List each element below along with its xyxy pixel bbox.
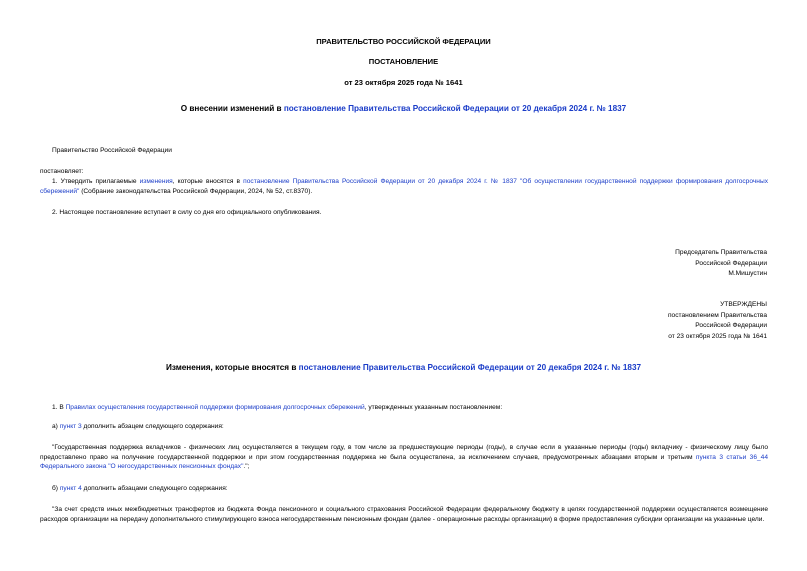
item-1-decree-link[interactable]: постановление Правительства Российской Федерации от 20 декабря 2024 г. № 1837 "Об осуществлении государственной поддержки формирования долгосрочных сбережений"	[40, 178, 768, 195]
item-1-middle: , которые вносятся в	[172, 178, 244, 185]
subitem-b	[52, 484, 768, 494]
date-number-heading: от 23 октября 2025 года № 1641	[344, 78, 463, 87]
b-suffix: дополнить абзацами следующего содержания:	[81, 485, 228, 492]
point-3-link[interactable]: пункт 3	[59, 423, 82, 430]
quote-1-end: .";	[243, 463, 250, 471]
item-2: 2. Настоящее постановление вступает в силу со дня его официального опубликования.	[52, 209, 322, 216]
changes-title	[0, 362, 807, 374]
changes-title-link[interactable]: постановление Правительства Российской Федерации от 20 декабря 2024 г. № 1837	[298, 363, 642, 372]
quote-1	[40, 443, 768, 472]
approved-line-1: УТВЕРЖДЕНЫ	[720, 301, 767, 308]
p1-prefix: 1. В	[52, 404, 66, 411]
signature-line-1: Председатель Правительства	[675, 249, 767, 256]
approved-line-3: Российской Федерации	[695, 322, 767, 329]
item-1	[40, 177, 768, 196]
preamble-issuer: Правительство Российской Федерации	[52, 147, 172, 154]
point-4-link[interactable]: пункт 4	[59, 485, 82, 492]
document-title	[0, 103, 807, 115]
quote-1-text: "Государственная поддержка вкладчиков - физических лиц осуществляется в текущем году, в том числе за предшествующие периоды (годы), в случае если в указанные периоды (годы) вкладчику - физическому лицу было предоставлено право на получение государственной поддержки и при этом государственная поддержка не была осуществлена, за исключением случаев, предусмотренных абзацами вторым и третьим	[40, 444, 768, 461]
a-suffix: дополнить абзацем следующего содержания:	[81, 423, 224, 430]
p1-suffix: , утвержденных указанным постановлением:	[364, 404, 503, 411]
a-prefix: а)	[52, 423, 60, 430]
federal-law-link[interactable]: пункта 3 статьи 36_44 Федерального закона "О негосударственных пенсионных фондах"	[40, 453, 768, 471]
signature-line-2: Российской Федерации	[695, 260, 767, 267]
item-1-suffix: (Собрание законодательства Российской Федерации, 2024, № 52, ст.8370).	[79, 187, 313, 195]
item-1-changes-link[interactable]: изменения	[139, 178, 173, 185]
subitem-a	[52, 422, 768, 432]
signature-name: М.Мишустин	[728, 270, 767, 277]
changes-title-prefix: Изменения, которые вносятся в	[165, 363, 299, 372]
title-link[interactable]: постановление Правительства Российской Федерации от 20 декабря 2024 г. № 1837	[283, 104, 627, 113]
approved-line-4: от 23 октября 2025 года № 1641	[668, 333, 767, 340]
approved-line-2: постановлением Правительства	[667, 312, 767, 319]
quote-2: "За счет средств иных межбюджетных трансфертов из бюджета Фонда пенсионного и социального страхования Российской Федерации федеральному бюджету в целях государственной поддержки осуществляется возмещение расходов организации на передачу дополнительного стимулирующего взноса негосударственным пенсионным фондам (далее - операционные расходы организации) в форме предоставления субсидии организации на указанные цели.	[40, 506, 768, 523]
preamble-decides: постановляет:	[40, 168, 84, 175]
doc-type-heading: ПОСТАНОВЛЕНИЕ	[368, 57, 439, 66]
item-1-prefix: 1. Утвердить прилагаемые	[52, 178, 140, 185]
title-prefix: О внесении изменений в	[180, 104, 284, 113]
rules-link[interactable]: Правилах осуществления государственной поддержки формирования долгосрочных сбережений	[65, 404, 365, 411]
government-heading: ПРАВИТЕЛЬСТВО РОССИЙСКОЙ ФЕДЕРАЦИИ	[316, 37, 491, 46]
changes-paragraph-1	[52, 403, 768, 413]
b-prefix: б)	[52, 485, 60, 492]
